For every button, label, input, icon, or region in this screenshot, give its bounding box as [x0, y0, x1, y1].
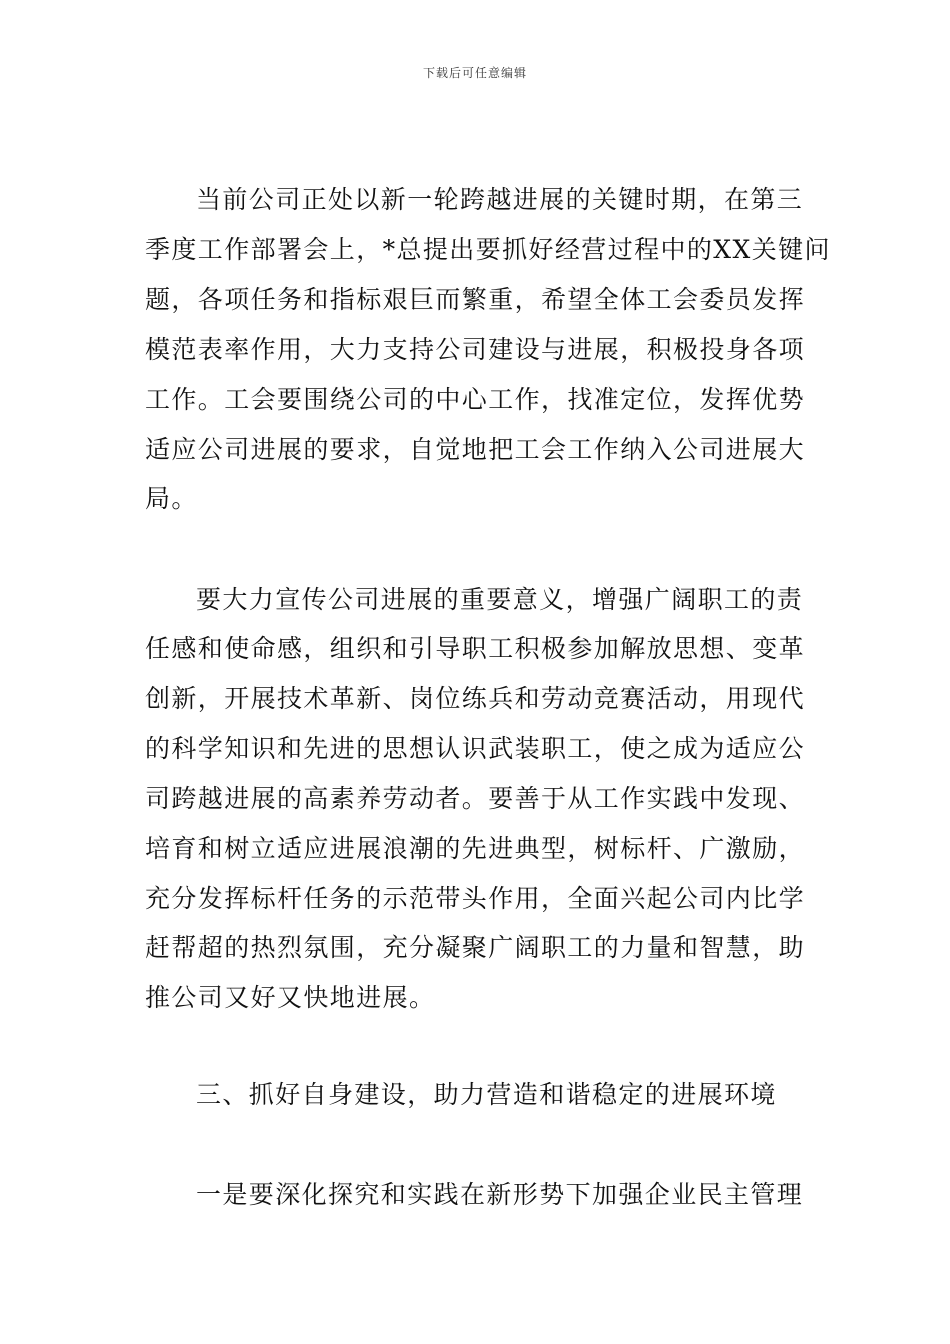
paragraph-2-line-1: 要大力宣传公司进展的重要意义，增强广阔职工的责 [196, 585, 804, 614]
paragraph-1-line-2: 季度工作部署会上，*总提出要抓好经营过程中的XX关键问 [145, 235, 831, 264]
paragraph-2-line-6: 培育和树立适应进展浪潮的先进典型，树标杆、广激励， [145, 834, 806, 863]
paragraph-1-line-6: 适应公司进展的要求，自觉地把工会工作纳入公司进展大 [145, 435, 806, 464]
paragraph-2-line-5: 司跨越进展的高素养劳动者。要善于从工作实践中发现、 [145, 784, 806, 813]
section-heading: 三、抓好自身建设，助力营造和谐稳定的进展环境 [196, 1080, 777, 1109]
paragraph-1-line-3: 题，各项任务和指标艰巨而繁重，希望全体工会委员发挥 [145, 285, 806, 314]
paragraph-2-line-7: 充分发挥标杆任务的示范带头作用，全面兴起公司内比学 [145, 884, 806, 913]
paragraph-2-line-8: 赶帮超的热烈氛围，充分凝聚广阔职工的力量和智慧，助 [145, 933, 806, 962]
paragraph-2-line-2: 任感和使命感，组织和引导职工积极参加解放思想、变革 [145, 634, 806, 663]
paragraph-4-line-1: 一是要深化探究和实践在新形势下加强企业民主管理 [196, 1180, 804, 1209]
paragraph-2-line-3: 创新，开展技术革新、岗位练兵和劳动竞赛活动，用现代 [145, 684, 806, 713]
paragraph-1-line-1: 当前公司正处以新一轮跨越进展的关键时期，在第三 [196, 185, 804, 214]
paragraph-1-line-7: 局。 [145, 484, 198, 513]
header-note: 下载后可任意编辑 [422, 66, 527, 80]
paragraph-1-line-4: 模范表率作用，大力支持公司建设与进展，积极投身各项 [145, 335, 806, 364]
paragraph-2-line-9: 推公司又好又快地进展。 [145, 983, 436, 1012]
paragraph-2-line-4: 的科学知识和先进的思想认识武装职工，使之成为适应公 [145, 734, 806, 763]
paragraph-1-line-5: 工作。工会要围绕公司的中心工作，找准定位，发挥优势 [145, 385, 806, 414]
